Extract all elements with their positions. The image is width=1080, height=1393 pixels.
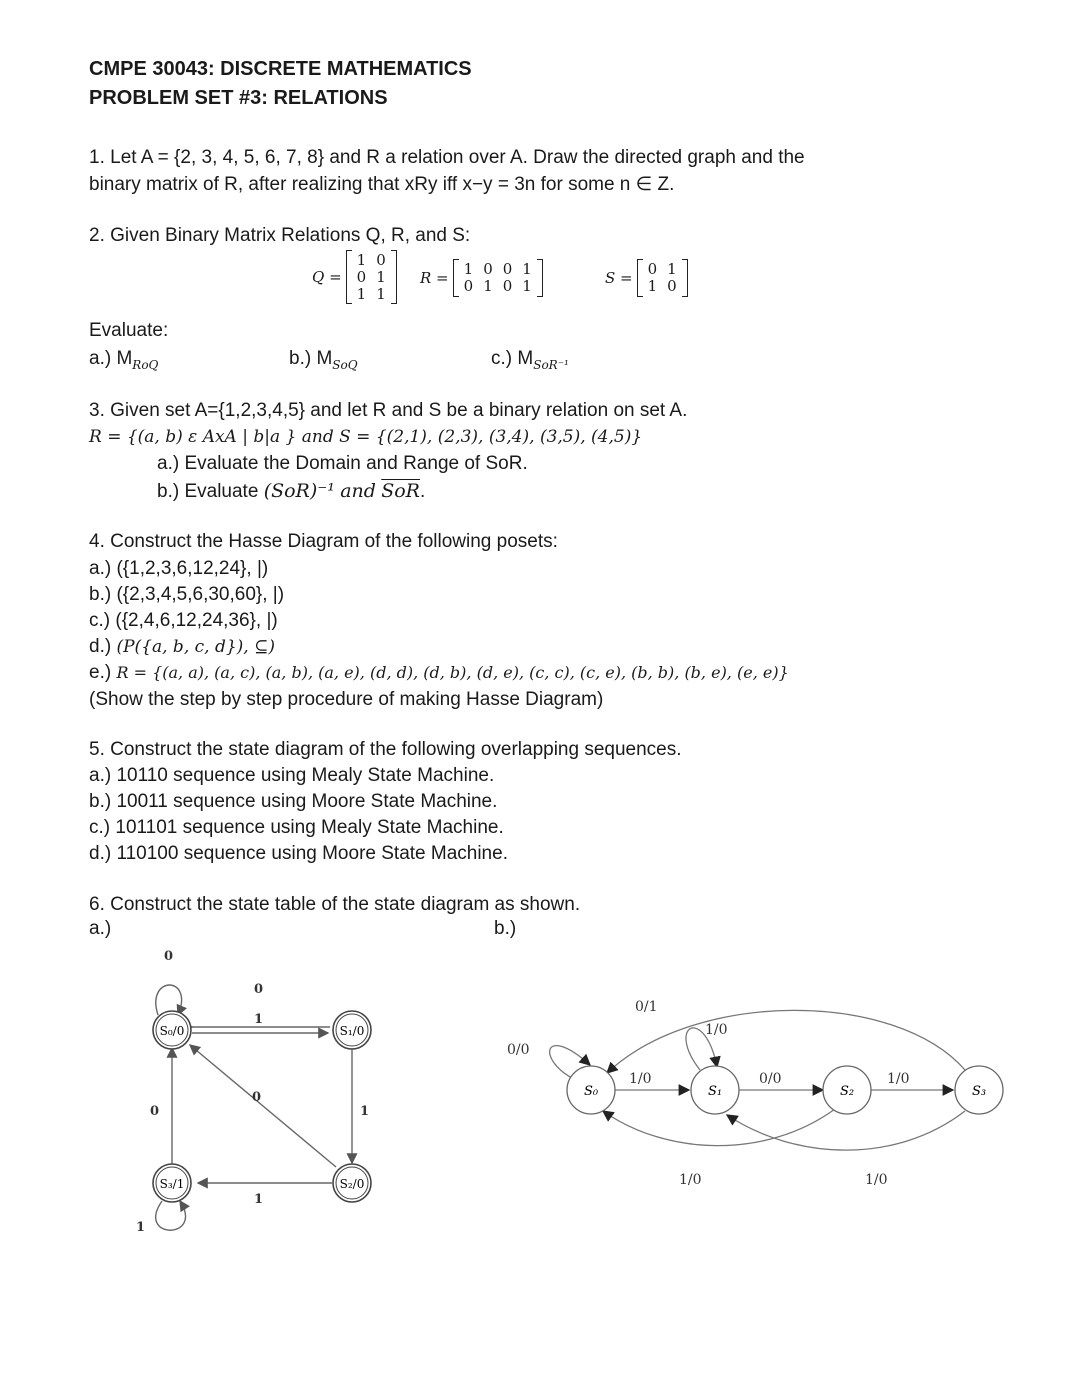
q4-item-d xyxy=(89,636,275,658)
matrix-s-cell: 0 xyxy=(647,260,658,278)
matrix-s xyxy=(605,259,688,297)
diagram-b-label-s2-s3: 1/0 xyxy=(887,1071,910,1087)
matrix-r-cell: 1 xyxy=(463,260,474,278)
matrix-q-row xyxy=(352,252,391,269)
matrix-s-cell: 0 xyxy=(667,277,677,295)
q4-item-a: a.) ({1,2,3,6,12,24}, |) xyxy=(89,558,269,579)
q2-item-a-text: a.) M xyxy=(89,348,133,369)
diagram-b-label-s3-s1: 1/0 xyxy=(865,1172,888,1188)
matrix-s-table xyxy=(643,261,682,295)
matrix-r-cell: 1 xyxy=(522,277,532,295)
matrix-s-cell: 1 xyxy=(667,260,677,278)
diagram-a-s2-label: S₂/0 xyxy=(339,1177,365,1191)
diagram-b-label-s2-s0: 1/0 xyxy=(679,1172,702,1188)
q4-item-e-math: R = {(a, a), (a, c), (a, b), (a, e), (d, d), (d, b), (d, e), (c, c), (c, e), (b, b), (b, e), (e, e)} xyxy=(116,663,789,682)
diagram-b-s2-label: S₂ xyxy=(839,1084,855,1099)
diagram-a-label-s1-s0: 0 xyxy=(254,982,264,997)
matrix-r-row xyxy=(459,261,537,278)
q2-evaluate: Evaluate: xyxy=(89,320,169,341)
q3-item-b-math2: $\overline{SoR}$ xyxy=(381,480,420,502)
diagram-a-s0-label: S₀/0 xyxy=(159,1024,185,1038)
diagram-a-state-s1 xyxy=(333,1011,371,1049)
matrix-s-right-bracket xyxy=(682,259,688,297)
q1-line2: binary matrix of R, after realizing that xRy iff x−y = 3n for some n ∈ Z. xyxy=(89,174,675,195)
diagram-b-label-s0-s1: 1/0 xyxy=(629,1071,652,1087)
matrix-q-cell: 0 xyxy=(376,250,386,269)
matrix-q-right-bracket xyxy=(391,250,397,304)
matrix-q-row xyxy=(352,269,391,286)
q4-item-c: c.) ({2,4,6,12,24,36}, |) xyxy=(89,610,278,631)
matrix-q xyxy=(312,250,397,304)
q4-title: 4. Construct the Hasse Diagram of the following posets: xyxy=(89,531,558,552)
q2-item-a xyxy=(89,348,158,372)
diagram-a-label-s1-s2: 1 xyxy=(360,1104,370,1119)
q3-line1: 3. Given set A={1,2,3,4,5} and let R and S be a binary relation on set A. xyxy=(89,400,688,421)
matrix-q-row xyxy=(352,286,391,303)
matrix-r-row xyxy=(459,278,537,295)
diagram-a-s3-self-loop xyxy=(156,1201,186,1230)
matrix-s-row xyxy=(643,278,682,295)
matrix-q-table xyxy=(352,252,391,303)
course-title: CMPE 30043: DISCRETE MATHEMATICS xyxy=(89,58,472,80)
q2-item-b-sub: SoQ xyxy=(332,357,358,372)
diagram-b-s1-label: S₁ xyxy=(707,1084,723,1099)
matrix-r-right-bracket xyxy=(537,259,543,297)
diagram-a-label-s0-s1: 1 xyxy=(254,1012,264,1027)
diagram-a-state-s3 xyxy=(153,1164,191,1202)
matrix-s-cell: 1 xyxy=(647,277,658,295)
matrix-r-label: R = xyxy=(420,269,449,287)
q5-item-a: a.) 10110 sequence using Mealy State Machine. xyxy=(89,765,495,786)
matrix-r xyxy=(420,259,543,297)
diagram-b-label-s1-loop: 1/0 xyxy=(705,1022,728,1038)
q4-item-d-math: (P({a, b, c, d}), ⊆) xyxy=(116,637,275,657)
q4-item-d-prefix: d.) xyxy=(89,636,112,657)
diagram-a-s3-label: S₃/1 xyxy=(159,1177,185,1191)
q2-item-c xyxy=(491,348,569,372)
diagram-a-label-s3-s0: 0 xyxy=(150,1104,160,1119)
matrix-q-label: Q = xyxy=(312,268,342,286)
matrix-q-cell: 1 xyxy=(376,267,386,286)
diagram-a-state-s2 xyxy=(333,1164,371,1202)
diagram-b-s3-to-s1-edge xyxy=(727,1111,965,1150)
q3-item-b xyxy=(157,480,425,503)
diagram-b-s3-label: S₃ xyxy=(971,1084,987,1099)
diagram-a-label-s2-s3: 1 xyxy=(254,1192,264,1207)
q3-item-a: a.) Evaluate the Domain and Range of SoR. xyxy=(157,453,528,474)
state-diagram-b xyxy=(495,985,1025,1195)
matrix-q-cell: 0 xyxy=(356,267,367,286)
q5-item-b: b.) 10011 sequence using Moore State Machine. xyxy=(89,791,498,812)
q2-item-c-sub: SoR⁻¹ xyxy=(533,357,569,372)
diagram-b-state-s3 xyxy=(955,1066,1003,1114)
matrix-r-cell: 0 xyxy=(463,277,474,295)
diagram-b-state-s2 xyxy=(823,1066,871,1114)
q5-title: 5. Construct the state diagram of the following overlapping sequences. xyxy=(89,739,682,760)
q2-item-a-sub: RoQ xyxy=(132,357,159,372)
q4-item-e-prefix: e.) xyxy=(89,662,112,683)
q3-item-b-prefix: b.) Evaluate xyxy=(157,481,259,502)
matrix-q-cell: 1 xyxy=(376,284,386,303)
matrix-r-table xyxy=(459,261,537,295)
diagram-a-label-s0-loop: 0 xyxy=(164,949,174,964)
diagram-a-state-s0 xyxy=(153,1011,191,1049)
matrix-r-cell: 0 xyxy=(502,260,513,278)
diagram-b-label-s0-loop: 0/0 xyxy=(507,1042,530,1058)
q2-item-c-text: c.) M xyxy=(491,348,534,369)
matrix-q-cell: 1 xyxy=(356,250,367,269)
q3-item-b-math1: (SoR)⁻¹ xyxy=(263,480,335,502)
q3-line2: R = {(a, b) ε AxA | b|a } and S = {(2,1), (2,3), (3,4), (3,5), (4,5)} xyxy=(89,427,643,447)
q5-item-c: c.) 101101 sequence using Mealy State Machine. xyxy=(89,817,504,838)
diagram-b-s0-label: S₀ xyxy=(583,1084,599,1099)
matrix-r-cell: 1 xyxy=(483,277,493,295)
diagram-b-state-s0 xyxy=(567,1066,615,1114)
q3-item-b-and: and xyxy=(340,480,376,502)
matrix-s-label: S = xyxy=(605,269,633,287)
matrix-q-cell: 1 xyxy=(356,284,367,303)
matrix-r-cell: 1 xyxy=(522,260,532,278)
matrix-r-cell: 0 xyxy=(483,260,493,278)
q3-item-b-dot: . xyxy=(419,481,426,502)
state-diagram-a xyxy=(120,935,400,1260)
problem-set-title: PROBLEM SET #3: RELATIONS xyxy=(89,87,388,109)
q6-label-a: a.) xyxy=(89,918,112,939)
q5-item-d: d.) 110100 sequence using Moore State Machine. xyxy=(89,843,508,864)
q2-item-b xyxy=(289,348,358,372)
q1-line1: 1. Let A = {2, 3, 4, 5, 6, 7, 8} and R a relation over A. Draw the directed graph and the xyxy=(89,147,805,168)
diagram-b-label-s1-s2: 0/0 xyxy=(759,1071,782,1087)
q4-item-e xyxy=(89,662,789,684)
diagram-b-state-s1 xyxy=(691,1066,739,1114)
q4-note: (Show the step by step procedure of making Hasse Diagram) xyxy=(89,689,604,710)
q4-item-b: b.) ({2,3,4,5,6,30,60}, |) xyxy=(89,584,285,605)
diagram-b-s3-to-s0-edge xyxy=(607,1010,965,1073)
diagram-a-label-s3-loop: 1 xyxy=(136,1220,146,1235)
matrix-r-cell: 0 xyxy=(502,277,513,295)
q2-item-b-text: b.) M xyxy=(289,348,333,369)
diagram-a-label-diagonal: 0 xyxy=(252,1090,262,1105)
diagram-a-s1-label: S₁/0 xyxy=(339,1024,365,1038)
diagram-b-label-s3-s0: 0/1 xyxy=(635,999,658,1015)
q2-title: 2. Given Binary Matrix Relations Q, R, and S: xyxy=(89,225,471,246)
q6-title: 6. Construct the state table of the state diagram as shown. xyxy=(89,894,581,915)
diagram-a-s2-to-s0-edge xyxy=(190,1045,336,1167)
diagram-b-s2-to-s0-edge xyxy=(603,1109,835,1146)
q6-label-b: b.) xyxy=(494,918,517,939)
matrix-s-row xyxy=(643,261,682,278)
